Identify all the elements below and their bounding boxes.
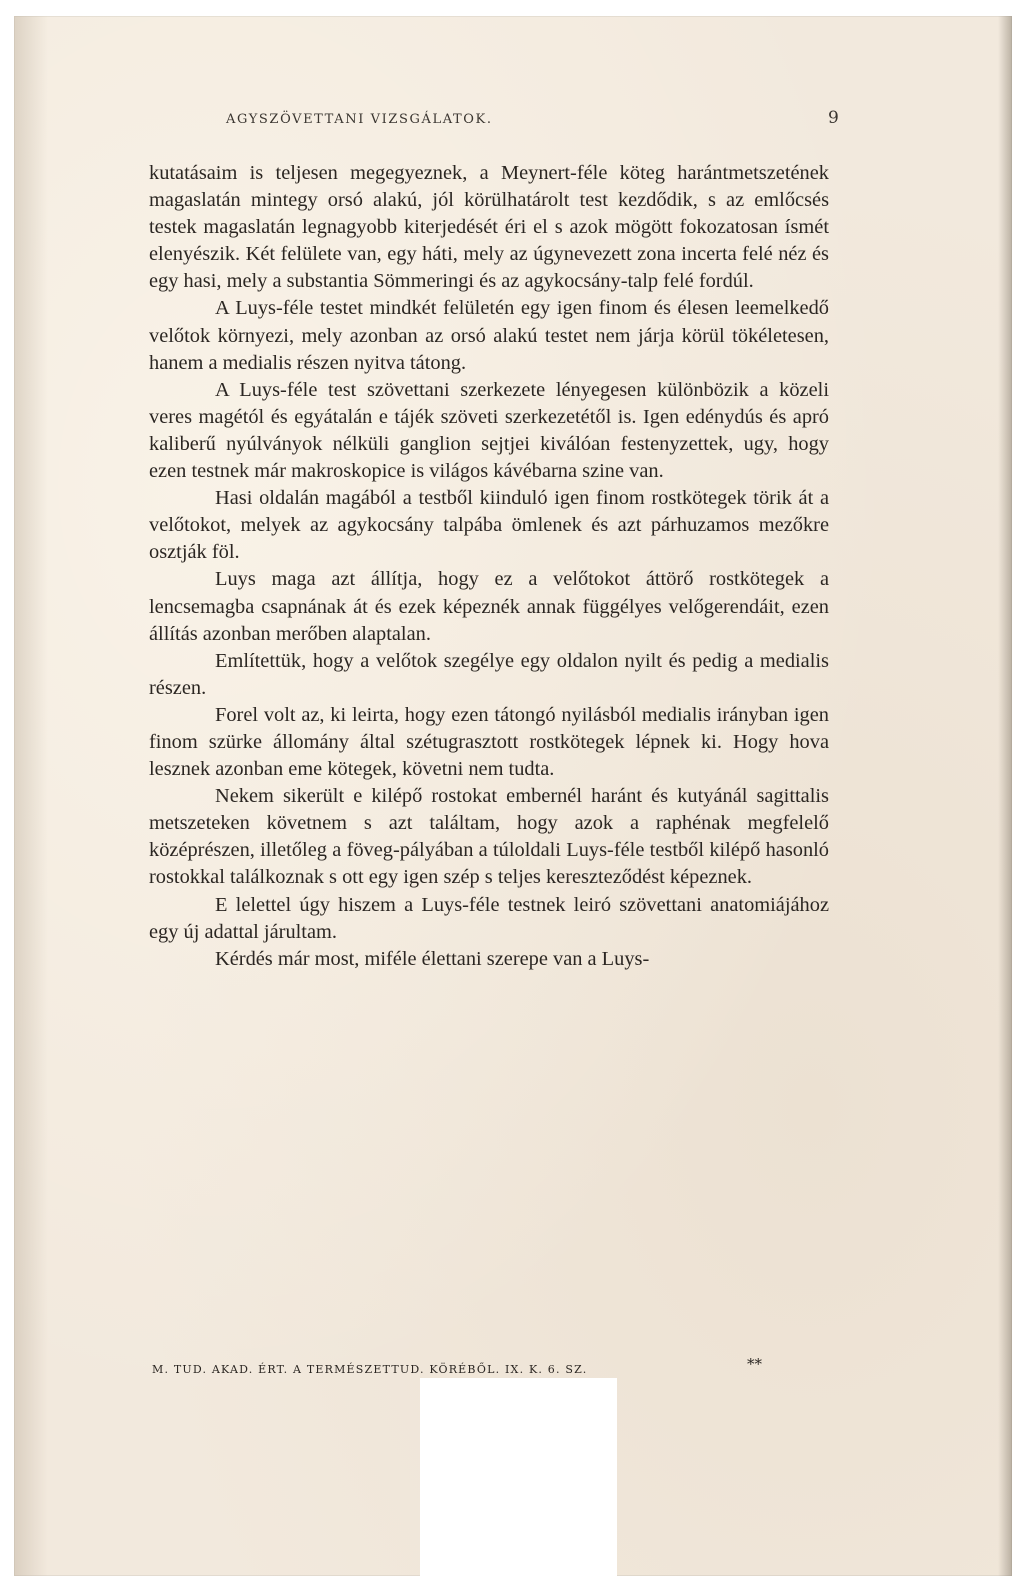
- body-text: [149, 160, 829, 973]
- paragraph: Nekem sikerült e kilépő rostokat embernél haránt és kutyánál sagittalis metszeteken követnem s azt találtam, hogy azok a raphénak megfelelő középrészen, illetőleg a föveg-pályában a túloldali Luys-féle testből kilépő hasonló rostokkal találkoznak s ott egy igen szép s teljes kereszteződést képeznek.: [149, 785, 829, 889]
- paragraph: kutatásaim is teljesen megegyeznek, a Meynert-féle köteg harántmetszetének magaslatán mintegy orsó alakú, jól körülhatárolt test kezdődik, s az emlőcsés testek magaslatán legnagyobb kiterjedését éri el s azok mögött fokozatosan ísmét elenyészik. Két felülete van, egy háti, mely az úgynevezett zona incerta felé néz és egy hasi, mely a substantia Sömmeringi és az agykocsány-talp felé fordúl.: [149, 162, 829, 293]
- page-number: 9: [828, 108, 839, 128]
- page-left-edge-shadow: [14, 16, 48, 1576]
- paragraph: A Luys-féle testet mindkét felületén egy igen finom és élesen leemelkedő velőtok környezi, mely azonban az orsó alakú testet nem járja körül tökéletesen, hanem a medialis részen nyitva tátong.: [149, 297, 829, 374]
- running-header: AGYSZÖVETTANI VIZSGÁLATOK.: [226, 112, 493, 127]
- blank-patch: [420, 1378, 617, 1578]
- paragraph: A Luys-féle test szövettani szerkezete lényegesen különbözik a közeli veres magétól és egyátalán e tájék szöveti szerkezetétől is. Igen edénydús és apró kaliberű nyúlványok nélküli ganglion sejtjei kiválóan festenyzettek, ugy, hogy ezen testnek már makroskopice is világos kávébarna szine van.: [149, 378, 829, 483]
- footer-imprint: M. TUD. AKAD. ÉRT. A TERMÉSZETTUD. KÖRÉBŐL. IX. K. 6. SZ.: [152, 1363, 588, 1376]
- paragraph: Hasi oldalán magából a testből kiinduló igen finom rostkötegek törik át a velőtokot, melyek az agykocsány talpába ömlenek és azt párhuzamos mezőkre osztják föl.: [149, 487, 829, 564]
- paragraph: E lelettel úgy hiszem a Luys-féle testnek leiró szövettani anatomiájához egy új adattal járultam.: [149, 893, 829, 943]
- signature-mark: **: [747, 1355, 762, 1373]
- paragraph: Említettük, hogy a velőtok szegélye egy oldalon nyilt és pedig a medialis részen.: [149, 649, 829, 699]
- paragraph: Forel volt az, ki leirta, hogy ezen tátongó nyilásból medialis irányban igen finom szürke állomány által szétugrasztott rostkötegek lépnek ki. Hogy hova lesznek azonban eme kötegek, követni nem tudta.: [149, 703, 829, 781]
- paragraph: Luys maga azt állítja, hogy ez a velőtokot áttörő rostkötegek a lencsemagba csapnának át és ezek képeznék annak függélyes velőgerendáit, ezen állítás azonban merőben alaptalan.: [149, 568, 829, 645]
- paragraph: Kérdés már most, miféle élettani szerepe van a Luys-: [215, 947, 650, 970]
- page-right-edge-shadow: [998, 16, 1012, 1576]
